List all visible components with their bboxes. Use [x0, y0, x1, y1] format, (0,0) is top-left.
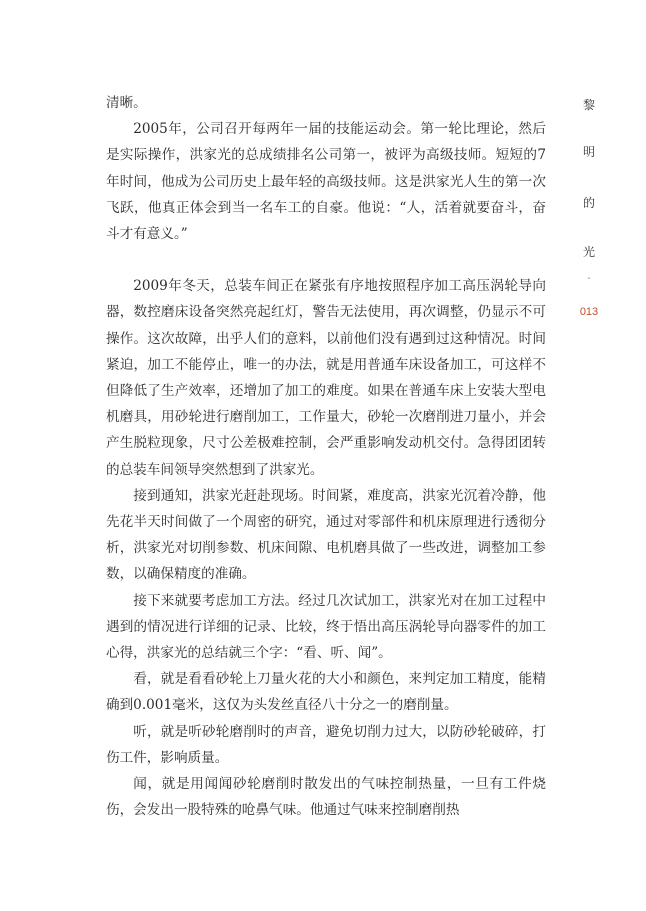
body-text: [106, 90, 546, 823]
running-title-char: 的: [582, 196, 595, 210]
paragraph: 看，就是看看砂轮上刀量火花的大小和颜色，来判定加工精度，能精确到0.001毫米，这仅为头发丝直径八十分之一的磨削量。: [106, 671, 546, 714]
running-title: [578, 96, 600, 284]
running-title-char: 明: [582, 145, 595, 159]
paragraph: 接下来就要考虑加工方法。经过几次试加工，洪家光对在加工过程中遇到的情况进行详细的记录、比较，终于悟出高压涡轮导向器零件的加工心得，洪家光的总结就三个字：“看、听、闻”。: [106, 592, 546, 662]
paragraph: 2005年，公司召开每两年一届的技能运动会。第一轮比理论，然后是实际操作，洪家光的总成绩排名公司第一，被评为高级技师。短短的7年时间，他成为公司历史上最年轻的高级技师。这是洪家光人生的第一次飞跃，他真正体会到当一名车工的自豪。他说：“人，活着就要奋斗，奋斗才有意义。”: [106, 121, 546, 243]
running-title-char: 光: [582, 245, 595, 259]
paragraph-continuation: 清晰。: [106, 95, 147, 111]
paragraph: 接到通知，洪家光赶赴现场。时间紧，难度高，洪家光沉着冷静，他先花半天时间做了一个周密的研究，通过对零部件和机床原理进行透彻分析，洪家光对切削参数、机床间隙、电机磨具做了一些改进，调整加工参数，以确保精度的准确。: [106, 487, 546, 583]
paragraph: 听，就是听砂轮磨削时的声音，避免切削力过大，以防砂轮破碎，打伤工件，影响质量。: [106, 723, 546, 766]
running-title-separator: -: [587, 273, 591, 284]
page-number: 013: [579, 306, 599, 318]
paragraph: 闻，就是用闻闻砂轮磨削时散发出的气味控制热量，一旦有工件烧伤，会发出一股特殊的呛鼻气味。他通过气味来控制磨削热: [106, 776, 546, 819]
paragraph: 2009年冬天，总装车间正在紧张有序地按照程序加工高压涡轮导向器，数控磨床设备突然亮起红灯，警告无法使用，再次调整，仍显示不可操作。这次故障，出乎人们的意料，以前他们没有遇到过这种情况。时间紧迫，加工不能停止，唯一的办法，就是用普通车床设备加工，可这样不但降低了生产效率，还增加了加工的难度。如果在普通车床上安装大型电机磨具，用砂轮进行磨削加工，工作量大，砂轮一次磨削进刀量小，并会产生脱粒现象，尺寸公差极难控制，会严重影响发动机交付。急得团团转的总装车间领导突然想到了洪家光。: [106, 278, 546, 478]
running-title-char: 黎: [582, 98, 595, 112]
